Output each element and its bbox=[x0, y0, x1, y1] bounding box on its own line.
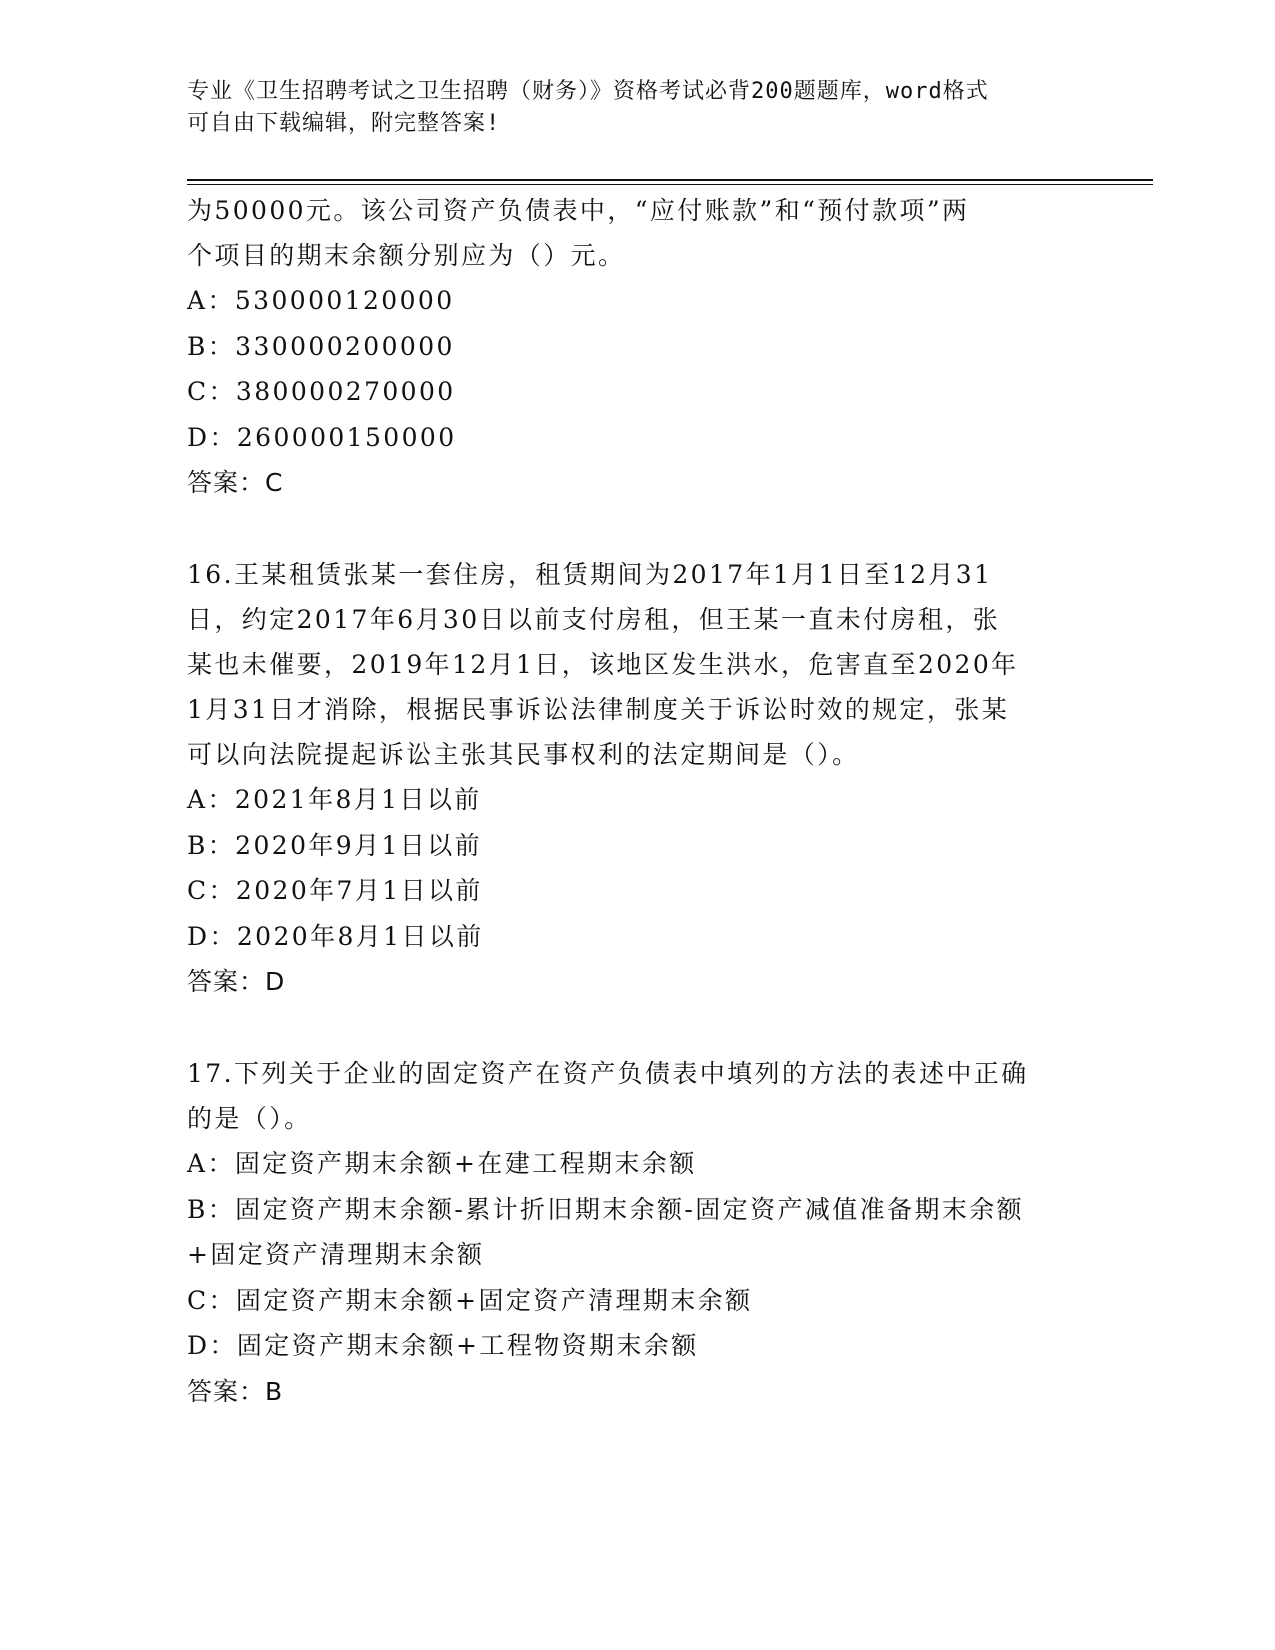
answer-label: 答案：D bbox=[187, 967, 286, 996]
option-b: B：2020年9月1日以前 bbox=[187, 830, 483, 860]
option-c: C：380000270000 bbox=[187, 377, 456, 406]
option-d: D：2020年8月1日以前 bbox=[187, 921, 484, 951]
option-d: D：固定资产期末余额+工程物资期末余额 bbox=[187, 1331, 699, 1360]
question-text: 1月31日才消除，根据民事诉讼法律制度关于诉讼时效的规定，张某 bbox=[187, 695, 1010, 724]
answer-label: 答案：C bbox=[187, 468, 284, 497]
option-b: B：330000200000 bbox=[187, 331, 455, 361]
question-list bbox=[187, 188, 1087, 1414]
option-a: A：固定资产期末余额+在建工程期末余额 bbox=[187, 1149, 697, 1178]
option-a: A：2021年8月1日以前 bbox=[187, 785, 482, 814]
document-header bbox=[187, 76, 1077, 140]
spacer bbox=[187, 505, 1087, 552]
header-divider-thick bbox=[187, 179, 1153, 181]
question-text: 为50000元。该公司资产负债表中，“应付账款”和“预付款项”两 bbox=[187, 196, 970, 225]
question-16 bbox=[187, 552, 1087, 1004]
answer-label: 答案：B bbox=[187, 1376, 284, 1406]
spacer bbox=[187, 1004, 1087, 1051]
question-text: 17.下列关于企业的固定资产在资产负债表中填列的方法的表述中正确 bbox=[187, 1059, 1029, 1088]
header-title-line-1: 专业《卫生招聘考试之卫生招聘（财务）》资格考试必背200题题库，word格式 bbox=[187, 79, 989, 104]
option-a: A：530000120000 bbox=[187, 286, 455, 315]
question-text: 日，约定2017年6月30日以前支付房租，但王某一直未付房租，张 bbox=[187, 605, 1001, 634]
option-d: D：260000150000 bbox=[187, 422, 457, 452]
option-c: C：2020年7月1日以前 bbox=[187, 876, 483, 905]
question-text: 16.王某租赁张某一套住房，租赁期间为2017年1月1日至12月31 bbox=[187, 560, 993, 589]
option-b-continued: +固定资产清理期末余额 bbox=[187, 1240, 485, 1269]
question-text: 的是（）。 bbox=[187, 1104, 312, 1133]
question-text: 可以向法院提起诉讼主张其民事权利的法定期间是（）。 bbox=[187, 740, 860, 769]
question-text: 某也未催要，2019年12月1日，该地区发生洪水，危害直至2020年 bbox=[187, 650, 1019, 679]
header-title-line-2: 可自由下载编辑，附完整答案! bbox=[187, 111, 501, 136]
header-divider-thin bbox=[187, 184, 1153, 185]
question-17 bbox=[187, 1051, 1087, 1414]
question-text: 个项目的期末余额分别应为（）元。 bbox=[187, 241, 626, 270]
option-b: B：固定资产期末余额-累计折旧期末余额-固定资产减值准备期末余额 bbox=[187, 1194, 1025, 1224]
question-15 bbox=[187, 188, 1087, 505]
option-c: C：固定资产期末余额+固定资产清理期末余额 bbox=[187, 1285, 753, 1315]
